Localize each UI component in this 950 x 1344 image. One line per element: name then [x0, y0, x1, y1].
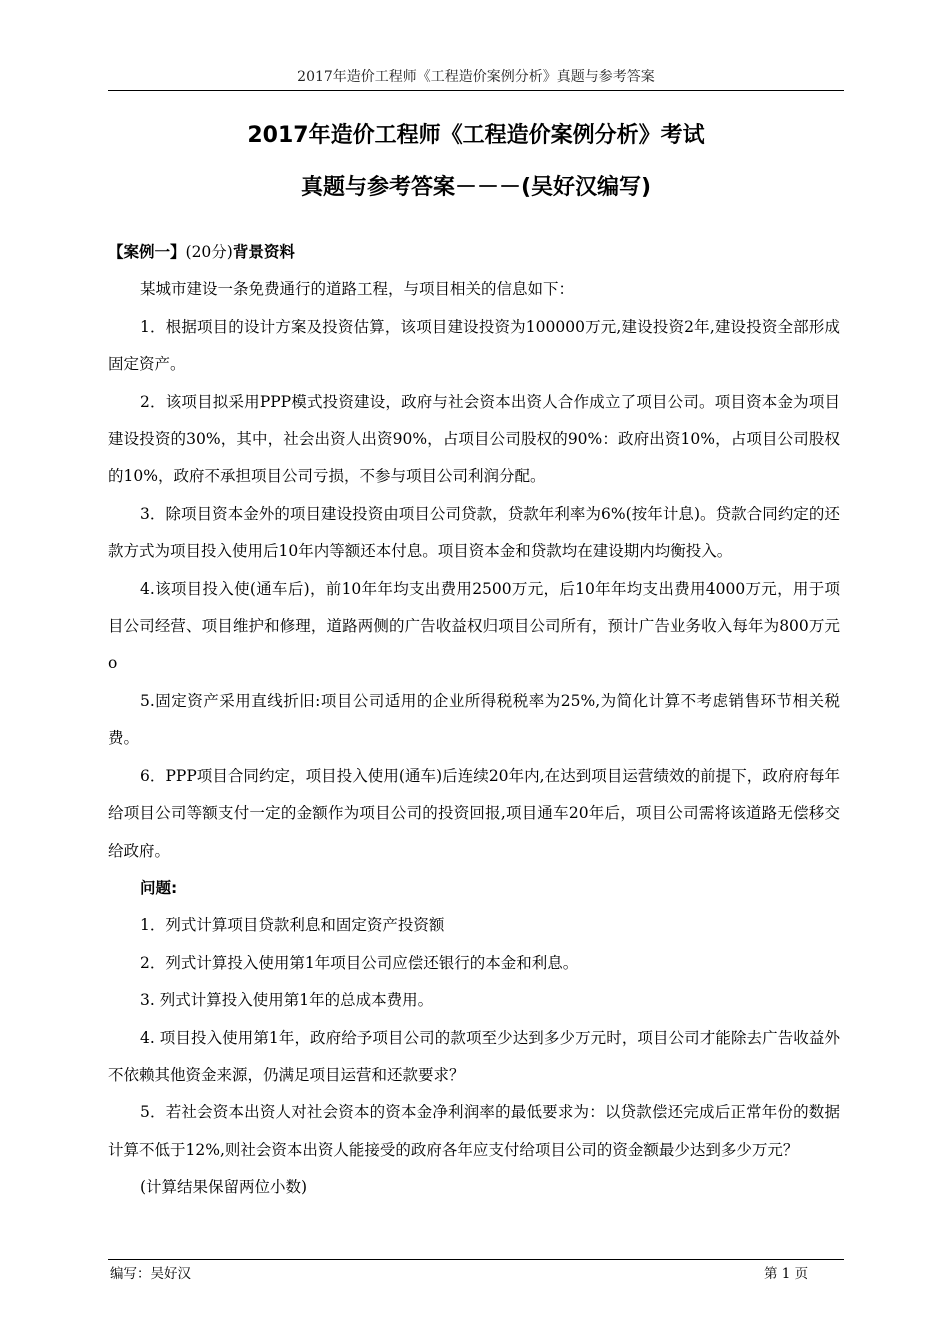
- case-heading: [108, 234, 840, 271]
- case-label: 【案例一】: [108, 243, 186, 261]
- running-header: 2017年造价工程师《工程造价案例分析》真题与参考答案: [297, 69, 655, 85]
- case-item: 6．PPP项目合同约定，项目投入使用(通车)后连续20年内,在达到项目运营绩效的前提下，政府府每年给项目公司等额支付一定的金额作为项目公司的投资回报,项目通车20年后，项目公司需将该道路无偿移交给政府。: [108, 766, 840, 860]
- document-body: [108, 234, 840, 1207]
- footer-rule: [108, 1259, 844, 1260]
- calculation-note: (计算结果保留两位小数): [140, 1178, 308, 1197]
- case-item: 5.固定资产采用直线折旧:项目公司适用的企业所得税税率为25%,为简化计算不考虑销售环节相关税费。: [108, 691, 840, 748]
- footer-author: 编写：吴好汉: [110, 1266, 191, 1282]
- question-item: 2．列式计算投入使用第1年项目公司应偿还银行的本金和利息。: [140, 953, 579, 972]
- case-item: 3．除项目资本金外的项目建设投资由项目公司贷款，贷款年利率为6%(按年计息)。贷款合同约定的还款方式为项目投入使用后10年内等额还本付息。项目资本金和贷款均在建设期内均衡投入。: [108, 504, 840, 561]
- case-score: (20分): [185, 243, 233, 261]
- document-title-line2: 真题与参考答案－－－(吴好汉编写): [300, 175, 652, 200]
- document-title-line1: 2017年造价工程师《工程造价案例分析》考试: [247, 123, 705, 148]
- question-item: 1．列式计算项目贷款利息和固定资产投资额: [140, 916, 445, 935]
- background-label: 背景资料: [232, 243, 295, 261]
- case-item: 2．该项目拟采用PPP模式投资建设，政府与社会资本出资人合作成立了项目公司。项目资本金为项目建设投资的30%，其中，社会出资人出资90%，占项目公司股权的90%：政府出资10%，占项目公司股权的10%，政府不承担项目公司亏损，不参与项目公司利润分配。: [108, 392, 840, 486]
- question-item: 5．若社会资本出资人对社会资本的资本金净利润率的最低要求为：以贷款偿还完成后正常年份的数据计算不低于12%,则社会资本出资人能接受的政府各年应支付给项目公司的资金额最少达到多少万元？: [108, 1103, 840, 1159]
- header-rule: [108, 90, 844, 91]
- case-item: 1．根据项目的设计方案及投资估算，该项目建设投资为100000万元,建设投资2年,建设投资全部形成固定资产。: [108, 317, 840, 374]
- questions-label: 问题:: [140, 878, 178, 897]
- case-item: 4.该项目投入使(通车后)，前10年年均支出费用2500万元，后10年年均支出费用4000万元，用于项目公司经营、项目维护和修理，道路两侧的广告收益权归项目公司所有，预计广告业务收入每年为800万元o: [108, 579, 840, 673]
- case-intro: 某城市建设一条免费通行的道路工程，与项目相关的信息如下：: [140, 280, 575, 299]
- footer-page-number: 第 1 页: [764, 1266, 809, 1282]
- question-item: 4. 项目投入使用第1年，政府给予项目公司的款项至少达到多少万元时，项目公司才能除去广告收益外不依赖其他资金来源，仍满足项目运营和还款要求？: [108, 1028, 840, 1084]
- question-item: 3. 列式计算投入使用第1年的总成本费用。: [140, 991, 434, 1010]
